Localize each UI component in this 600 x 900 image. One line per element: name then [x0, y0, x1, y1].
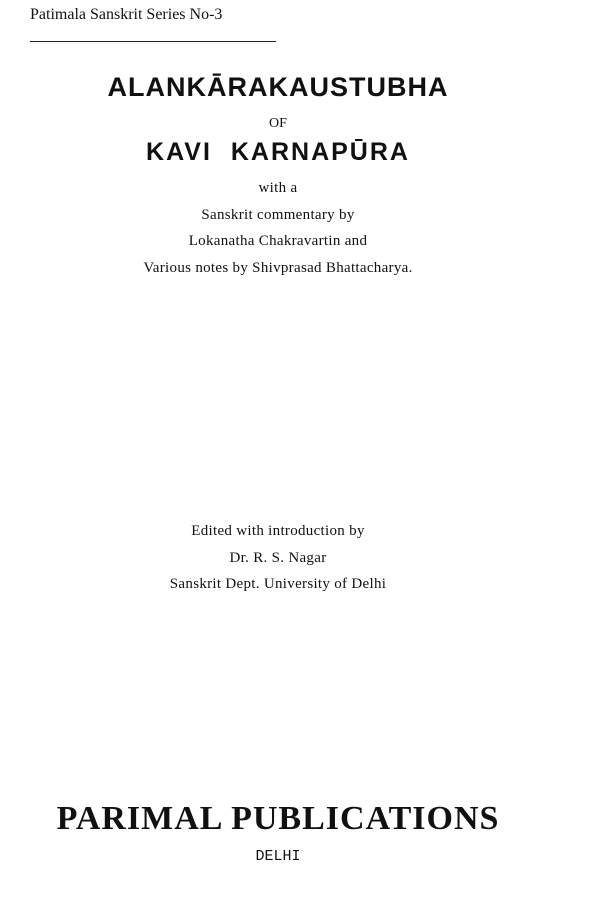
commentary-line: Sanskrit commentary by: [201, 207, 355, 223]
book-title: ALANKĀRAKAUSTUBHA: [107, 72, 449, 102]
edited-line: Edited with introduction by: [191, 523, 365, 539]
editor-name: Dr. R. S. Nagar: [229, 550, 327, 566]
publisher-city: DELHI: [255, 848, 301, 865]
series-underline: [30, 41, 276, 42]
with-a-text: with a: [258, 180, 298, 196]
series-label: Patimala Sanskrit Series No-3: [30, 6, 223, 23]
author-name: KAVI KARNAPŪRA: [146, 138, 410, 166]
of-label: OF: [269, 116, 287, 131]
commentator-line: Lokanatha Chakravartin and: [188, 233, 368, 249]
publisher-name: PARIMAL PUBLICATIONS: [56, 800, 500, 837]
editor-affiliation: Sanskrit Dept. University of Delhi: [169, 576, 387, 592]
notes-line: Various notes by Shivprasad Bhattacharya.: [143, 260, 413, 276]
